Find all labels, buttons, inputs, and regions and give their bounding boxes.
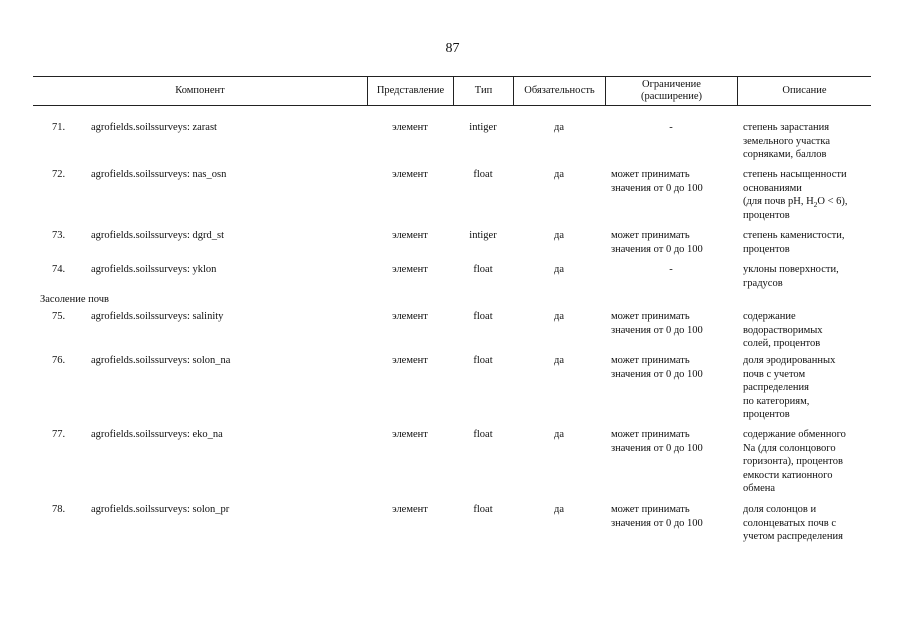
row-description bbox=[743, 503, 871, 544]
row-number: 77. bbox=[52, 429, 66, 440]
description-line: основаниями bbox=[743, 182, 802, 194]
row-type: float bbox=[473, 429, 493, 440]
row-constraint bbox=[605, 354, 737, 381]
row-component: agrofields.soilssurveys: zarast bbox=[91, 122, 217, 133]
attributes-table bbox=[33, 76, 871, 576]
row-constraint bbox=[605, 503, 737, 530]
description-line: степень зарастания bbox=[743, 122, 830, 133]
row-required: да bbox=[553, 264, 564, 275]
description-line: почв с учетом bbox=[743, 368, 806, 380]
row-constraint bbox=[605, 229, 737, 256]
row-type: float bbox=[473, 311, 493, 322]
constraint-line: значения от 0 до 100 bbox=[611, 324, 703, 336]
description-line: по категориям, bbox=[743, 395, 810, 407]
constraint-line: значения от 0 до 100 bbox=[611, 182, 703, 194]
section-heading: Засоление почв bbox=[40, 294, 109, 305]
row-description bbox=[743, 428, 871, 496]
constraint-line: может принимать bbox=[611, 504, 690, 515]
row-number: 78. bbox=[52, 504, 66, 515]
constraint-line: может принимать bbox=[611, 169, 690, 180]
row-description bbox=[743, 121, 871, 162]
row-number: 73. bbox=[52, 230, 66, 241]
header-description: Описание bbox=[737, 77, 871, 105]
row-description bbox=[743, 229, 871, 256]
header-required: Обязательность bbox=[513, 77, 605, 105]
row-constraint bbox=[605, 121, 737, 135]
row-constraint bbox=[605, 168, 737, 195]
description-line: распределения bbox=[743, 382, 809, 393]
row-component: agrofields.soilssurveys: solon_na bbox=[91, 355, 231, 366]
row-representation: элемент bbox=[392, 504, 428, 515]
constraint-line: может принимать bbox=[611, 429, 690, 440]
row-representation: элемент bbox=[392, 230, 428, 241]
description-line: учетом распределения bbox=[743, 531, 843, 542]
row-representation: элемент bbox=[392, 311, 428, 322]
row-component: agrofields.soilssurveys: dgrd_st bbox=[91, 230, 224, 241]
description-line: емкости катионного bbox=[743, 469, 833, 481]
description-line: содержание bbox=[743, 311, 796, 322]
constraint-line: может принимать bbox=[611, 355, 690, 366]
row-required: да bbox=[553, 429, 564, 440]
row-constraint bbox=[605, 310, 737, 337]
row-number: 76. bbox=[52, 355, 66, 366]
description-line: солей, процентов bbox=[743, 338, 821, 349]
row-type: float bbox=[473, 264, 493, 275]
description-line: процентов bbox=[743, 409, 790, 420]
description-line: процентов bbox=[743, 209, 790, 221]
header-type: Тип bbox=[453, 77, 513, 105]
table-header bbox=[33, 76, 871, 106]
header-constraint bbox=[605, 77, 737, 105]
description-line bbox=[743, 195, 871, 209]
constraint-line: - bbox=[669, 264, 673, 275]
constraint-line: может принимать bbox=[611, 311, 690, 322]
row-required: да bbox=[553, 169, 564, 180]
row-number: 71. bbox=[52, 122, 66, 133]
row-component: agrofields.soilssurveys: yklon bbox=[91, 264, 217, 275]
description-line: градусов bbox=[743, 277, 783, 289]
description-line: уклоны поверхности, bbox=[743, 264, 839, 275]
subscript: 2 bbox=[813, 200, 818, 210]
description-line: процентов bbox=[743, 243, 790, 255]
description-part: O < 6), bbox=[817, 196, 848, 207]
description-line: обмена bbox=[743, 483, 776, 494]
constraint-line: значения от 0 до 100 bbox=[611, 368, 703, 380]
description-line: доля эродированных bbox=[743, 355, 836, 366]
row-type: float bbox=[473, 355, 493, 366]
header-representation: Представление bbox=[367, 77, 453, 105]
row-representation: элемент bbox=[392, 429, 428, 440]
description-line: солонцеватых почв с bbox=[743, 517, 837, 529]
row-required: да bbox=[553, 355, 564, 366]
row-component: agrofields.soilssurveys: solon_pr bbox=[91, 504, 230, 515]
row-component: agrofields.soilssurveys: nas_osn bbox=[91, 169, 227, 180]
row-representation: элемент bbox=[392, 122, 428, 133]
description-line: сорняками, баллов bbox=[743, 149, 827, 160]
row-representation: элемент bbox=[392, 355, 428, 366]
row-type: float bbox=[473, 504, 493, 515]
row-constraint bbox=[605, 263, 737, 277]
row-required: да bbox=[553, 504, 564, 515]
header-component: Компонент bbox=[175, 85, 225, 96]
row-number: 72. bbox=[52, 169, 66, 180]
page-number: 87 bbox=[445, 41, 460, 56]
table-body bbox=[33, 106, 871, 576]
constraint-line: значения от 0 до 100 bbox=[611, 517, 703, 529]
description-line: степень каменистости, bbox=[743, 230, 845, 241]
description-line: степень насыщенности bbox=[743, 169, 847, 180]
row-description bbox=[743, 263, 871, 290]
row-description bbox=[743, 354, 871, 422]
constraint-line: - bbox=[669, 122, 673, 133]
description-line: горизонта), процентов bbox=[743, 456, 843, 467]
header-constraint-line1: Ограничение bbox=[642, 79, 701, 90]
row-representation: элемент bbox=[392, 169, 428, 180]
constraint-line: значения от 0 до 100 bbox=[611, 442, 703, 454]
row-description bbox=[743, 168, 871, 222]
row-description bbox=[743, 310, 871, 351]
row-required: да bbox=[553, 230, 564, 241]
constraint-line: может принимать bbox=[611, 230, 690, 241]
row-required: да bbox=[553, 122, 564, 133]
row-type: float bbox=[473, 169, 493, 180]
row-type: intiger bbox=[469, 230, 497, 241]
row-number: 74. bbox=[52, 264, 66, 275]
row-type: intiger bbox=[469, 122, 497, 133]
row-constraint bbox=[605, 428, 737, 455]
row-component: agrofields.soilssurveys: eko_na bbox=[91, 429, 223, 440]
description-line: доля солонцов и bbox=[743, 504, 817, 515]
description-line: Na (для солонцового bbox=[743, 442, 836, 454]
row-representation: элемент bbox=[392, 264, 428, 275]
description-line: земельного участка bbox=[743, 135, 830, 147]
row-component: agrofields.soilssurveys: salinity bbox=[91, 311, 224, 322]
header-constraint-line2: (расширение) bbox=[640, 91, 703, 102]
description-line: водорастворимых bbox=[743, 324, 823, 336]
row-number: 75. bbox=[52, 311, 66, 322]
row-required: да bbox=[553, 311, 564, 322]
description-part: (для почв pH, H bbox=[743, 196, 814, 207]
constraint-line: значения от 0 до 100 bbox=[611, 243, 703, 255]
description-line: содержание обменного bbox=[743, 429, 846, 440]
